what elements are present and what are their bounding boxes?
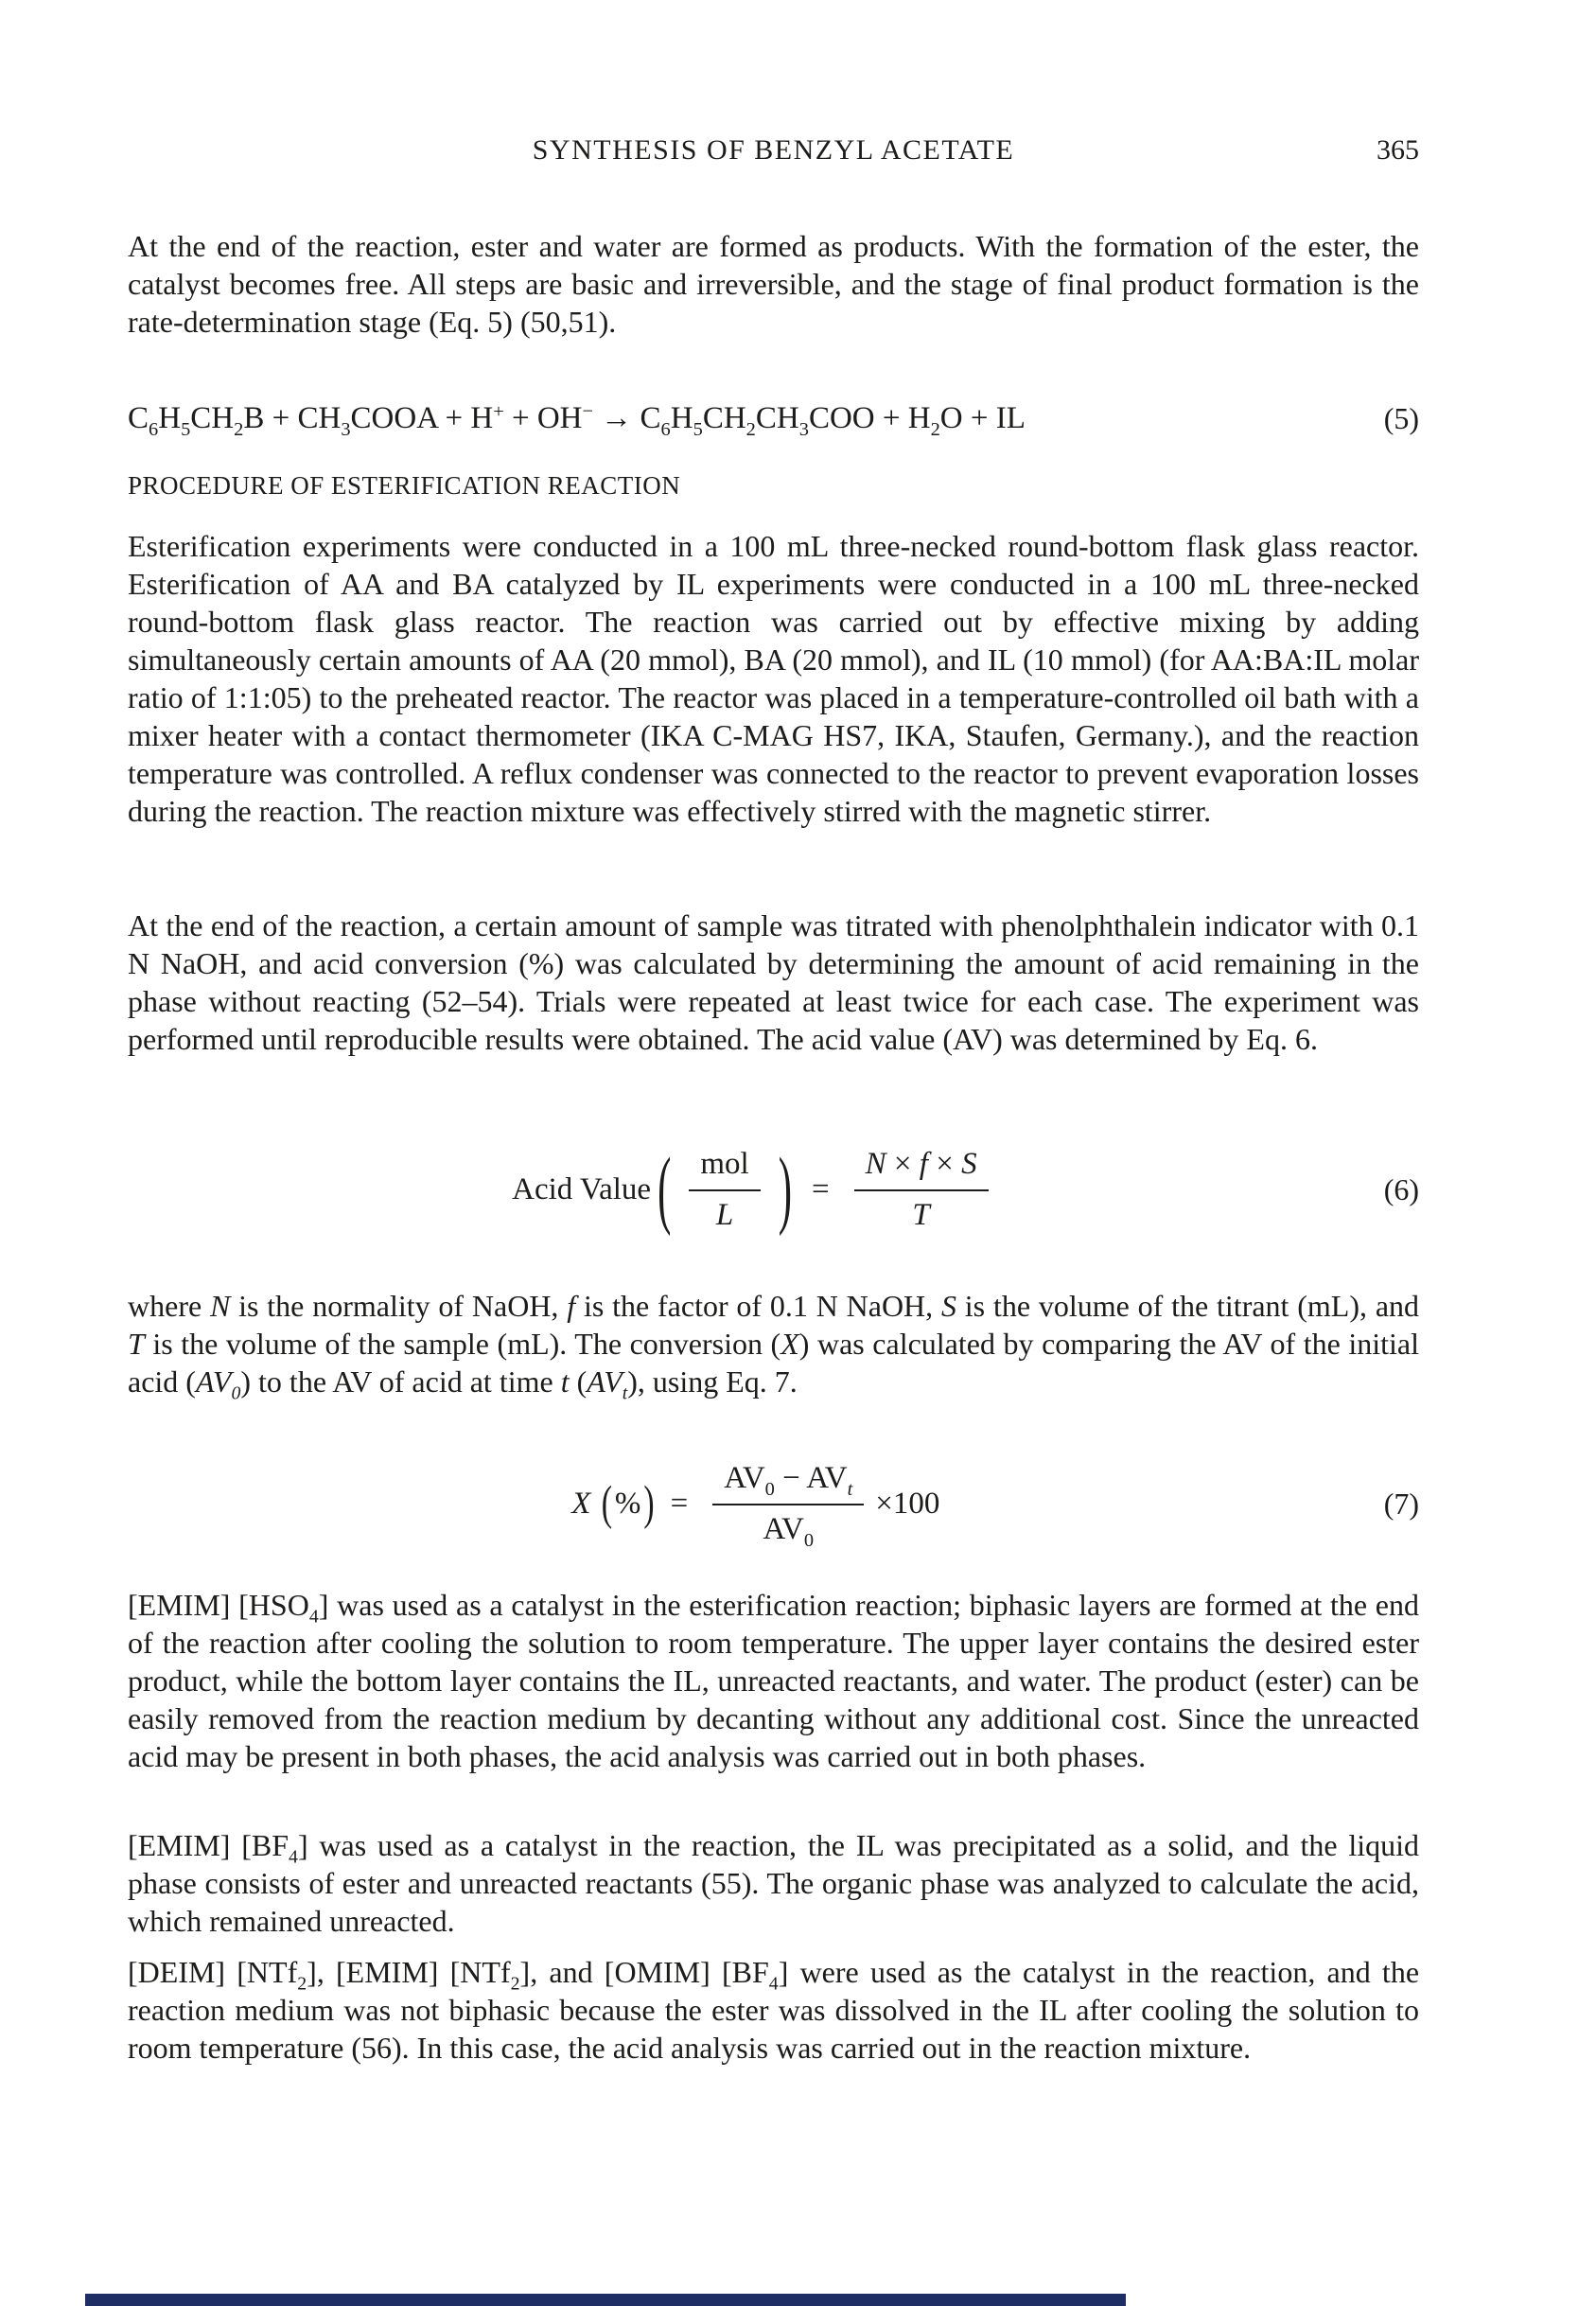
paragraph-titration: At the end of the reaction, a certain amount of sample was titrated with phenolphthalein indicator with 0.1 N NaOH, and acid conversion (%) was calculated by determining the amount of acid remaining in the phase without reacting (52–54). Trials were repeated at least twice for each case. The experiment was performed until reproducible results were obtained. The acid value (AV) was determined by Eq. 6. <box>128 908 1419 1056</box>
equation-6-formula <box>128 1141 1384 1239</box>
unit-numerator: mol <box>689 1147 760 1191</box>
paragraph-intro: At the end of the reaction, ester and water are formed as products. With the formation of the ester, the catalyst becomes free. All steps are basic and irreversible, and the stage of final product formation is the rate-determination stage (Eq. 5) (50,51). <box>128 229 1419 339</box>
equation-7-formula <box>128 1460 1384 1551</box>
equals-sign: = <box>670 1487 689 1521</box>
left-parenthesis: ( <box>601 1477 612 1530</box>
unit-fraction <box>689 1147 760 1234</box>
fraction-denominator: $AV_0$ <box>763 1511 815 1551</box>
section-heading-procedure: PROCEDURE OF ESTERIFICATION REACTION <box>128 471 681 500</box>
footer-bar <box>85 2294 1126 2306</box>
fraction-numerator: N × f × S <box>854 1147 989 1191</box>
equation-7-variable: X <box>571 1487 591 1521</box>
conversion-fraction <box>712 1460 864 1551</box>
right-parenthesis: ) <box>643 1477 655 1530</box>
paragraph-emim-hso4: [EMIM] $[HSO_4]$ was used as a catalyst in the esterification reaction; biphasic layers are formed at the end of the reaction after cooling the solution to room temperature. The upper layer contains the desired ester product, while the bottom layer contains the IL, unreacted reactants, and water. The product (ester) can be easily removed from the reaction medium by decanting without any additional cost. Since the unreacted acid may be present in both phases, the acid analysis was carried out in both phases. <box>128 1588 1420 1773</box>
equation-6 <box>128 1117 1419 1263</box>
paragraph-procedure: Esterification experiments were conducted in a 100 mL three-necked round-bottom flask glass reactor. Esterification of AA and BA catalyzed by IL experiments were conducted in a 100 mL three-necked round-bottom flask glass reactor. The reaction was carried out by effective mixing by adding simultaneously certain amounts of AA (20 mmol), BA (20 mmol), and IL (10 mmol) (for AA:BA:IL molar ratio of 1:1:05) to the preheated reactor. The reactor was placed in a temperature-controlled oil bath with a mixer heater with a contact thermometer (IKA C-MAG HS7, IKA, Staufen, Germany.), and the reaction temperature was controlled. A reflux condenser was connected to the reactor to prevent evaporation losses during the reaction. The reaction mixture was effectively stirred with the magnetic stirrer. <box>128 529 1419 828</box>
running-title: SYNTHESIS OF BENZYL ACETATE <box>532 134 1015 166</box>
equation-5-number: (5) <box>1383 400 1419 435</box>
page-number: 365 <box>1377 134 1419 166</box>
page-header <box>128 134 1419 176</box>
equation-5 <box>128 380 1419 456</box>
left-parenthesis: ( <box>658 1141 672 1239</box>
acid-value-fraction <box>854 1147 989 1234</box>
right-parenthesis: ) <box>778 1141 792 1239</box>
equation-5-terms: $C_6H_5CH_2B$ + $CH_3COOA + H^+ + OH^- \to C_6H_5CH_2CH_3COO + H_2O$ + IL <box>128 400 1026 440</box>
equation-5-formula <box>128 400 1384 440</box>
paragraph-emim-bf4: [EMIM] $[BF_4]$ was used as a catalyst in the reaction, the IL was precipitated as a solid, and the liquid phase consists of ester and unreacted reactants (55). The organic phase was analyzed to calculate the acid, which remained unreacted. <box>128 1828 1420 1938</box>
fraction-denominator: T <box>912 1197 930 1232</box>
equation-6-label: Acid Value <box>512 1172 652 1206</box>
paragraph-deim-ntf2: [DEIM] [NTf$_2$], [EMIM] [NTf$_2$], and [OMIM] $[BF_4]$ were used as the catalyst in the reaction, and the reaction medium was not biphasic because the ester was dissolved in the IL after cooling the solution to room temperature (56). In this case, the acid analysis was carried out in the reaction mixture. <box>128 1955 1420 2065</box>
equation-7-number: (7) <box>1383 1487 1419 1521</box>
fraction-numerator: $AV_0 - AV_t$ <box>712 1461 864 1505</box>
times-100: ×100 <box>875 1487 940 1521</box>
equation-6-number: (6) <box>1383 1172 1419 1206</box>
equals-sign: = <box>812 1172 830 1206</box>
unit-denominator: L <box>715 1197 734 1232</box>
equation-7 <box>128 1431 1419 1577</box>
paragraph-definitions: where N is the normality of NaOH, f is the factor of 0.1 N NaOH, S is the volume of the titrant (mL), and T is the volume of the sample (mL). The conversion (X) was calculated by comparing the AV of the initial acid $(AV_0)$ to the AV of acid at time t $(AV_t)$, using Eq. 7. <box>128 1289 1420 1404</box>
percent-sign: % <box>614 1487 641 1521</box>
